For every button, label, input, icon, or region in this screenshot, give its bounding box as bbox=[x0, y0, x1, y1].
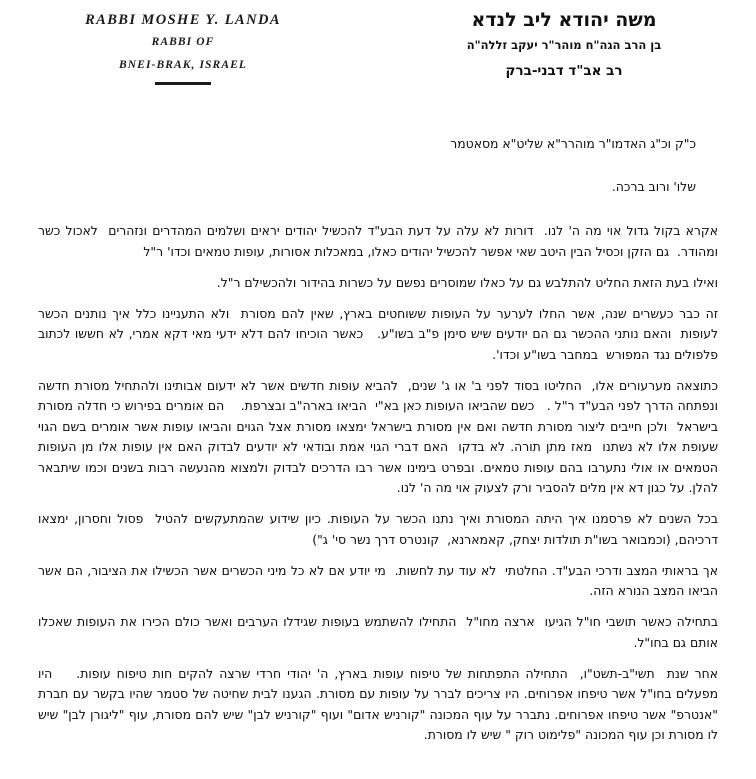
letterhead-english bbox=[48, 10, 318, 85]
salutation-greeting: שלו' ורוב ברכה. bbox=[611, 178, 696, 194]
body-paragraph-6: אך בראותי המצב ודרכי הבע"ד. החלטתי לא עוד עת לחשות. מי יודע אם לא כל מיני הכשרים אשר הכשילו את הציבור, הם אשר הביאו המצב הנורא הזה. bbox=[34, 562, 718, 598]
body-paragraph-8: אחר שנת תשי"ב-תשט"ו, התחילה התפתחות של טיפוח עופות בארץ, ה' יהודי חרדי שרצה להקים חות טיפוח עופות. היו מפעלים בחו"ל אשר טיפחו אפרוחים. היו צריכים לברר על עופות עם מסורת. הגענו לבית שחיטה של סטמר שהיו בקשר עם חברת "אנטרפ" אשר טיפחו אפרוחים. נתברר על עוף המכונה "קורניש אדום" ועוף "קורניש לבן" שיש להם מסורת, עוף "ליגורן לבן" שיש לו מסורת וכן עוף המכונה "פלימוט רוק " שיש לו מסורת. bbox=[34, 665, 718, 742]
letterhead-english-title: RABBI OF bbox=[151, 36, 215, 48]
letterhead-divider-rule bbox=[155, 82, 211, 85]
letterhead-hebrew-lineage: בן הרב הגה"ח מוהר"ר יעקב זללה"ה bbox=[466, 38, 662, 52]
body-paragraph-3: זה כבר כעשרים שנה, אשר החלו לערער על העופות ששוחטים בארץ, שאין להם מסורת ולא התעניינו כלל איך נותנים הכשר לעופות והאם נותני ההכשר גם הם יודעים שיש סימן פ"ב בשו"ע. כאשר הוכיחו להם דלא ידעי מאי דקא אמרי, לא חששו לכתוב פלפולים נגד המפורש במחבר בשו"ע וכדו'. bbox=[34, 305, 718, 362]
body-paragraph-1: אקרא בקול גדול אוי מה ה' לנו. דורות לא עלה על דעת הבע"ד להכשיל יהודים יראים ושלמים המהדרים ונזהרים לאכול כשר ומהודר. גם הזקן וכסיל הבין היטב שאי אפשר להכשיל יהודים כאלו, במאכלות אסורות, עופות טמאים וכדו' ר"ל bbox=[34, 223, 718, 259]
body-paragraph-7: בתחילה כאשר תושבי חו"ל הגיעו ארצה מחו"ל התחילו להשתמש בעופות שגידלו הערבים ואשר כולם הכירו את העופות שאכלו אותם גם בחו"ל. bbox=[34, 614, 718, 650]
letterhead-hebrew-name: משה יהודא ליב לנדא bbox=[471, 9, 657, 31]
letterhead bbox=[0, 0, 756, 100]
body-paragraph-2: ואילו בעת הזאת החליט להתלבש גם על כאלו שמוסרים נפשם על כשרות בהידור ולהכשילם ר"ל. bbox=[216, 274, 718, 290]
letterhead-hebrew bbox=[414, 8, 714, 83]
body-paragraph-5: בכל השנים לא פרסמנו איך היתה המסורת ואיך נתנו הכשר על העופות. כיון שידוע שהמתעקשים להטיל פסול וחסרון, ימצאו דרכיהם, (וכמבואר בשו"ת תולדות יצחק, קאמארנא, קונטרס דרך נשר סי' ג") bbox=[34, 511, 718, 547]
letterhead-english-place: BNEI-BRAK, ISRAEL bbox=[119, 59, 247, 71]
letterhead-hebrew-title: רב אב"ד דבני-ברק bbox=[505, 63, 623, 79]
salutation-addressee: כ"ק וכ"ג האדמו"ר מוהרר"א שליט"א מסאטמר bbox=[450, 136, 696, 151]
letterhead-english-name: RABBI MOSHE Y. LANDA bbox=[85, 12, 281, 28]
body-paragraph-4: כתוצאה מערעורים אלו, החליטו בסוד לפני ב' או ג' שנים, להביא עופות חדשים אשר לא ידעום אבותינו ולהתחיל מסורת חדשה ונפתחה הדרך לפני הבע"ד ר"ל . כשם שהביאו העופות כאן בא"י הביאו בארה"ב ובצרפת. הם אומרים בפירוש כי חדלה מסורת בישראל ולכן חייבים ליצור מסורת חדשה ואם אין מסורת בישראל ימצאו מסורת אצל הגוים והביאו עופות אשר אומרים בשם הגוי שעופת אלו לא נשתנו מאז מתן תורה. לא בדקו האם דברי הגוי אמת ובודאי לא יודעים לבדוק האם אין עופות אלו מן העופות הטמאים או אולי נתערבו בהם עופות טמאים. ובפרט בימינו אשר רבו הדרכים לבדוק ולמצוא מהנעשה רבות בשנים וכמו שיתבאר להלן. על כגון דא אין מלים להסביר ורק לצעוק אוי מה ה' לנו. bbox=[34, 377, 718, 495]
letter-body bbox=[34, 134, 718, 756]
